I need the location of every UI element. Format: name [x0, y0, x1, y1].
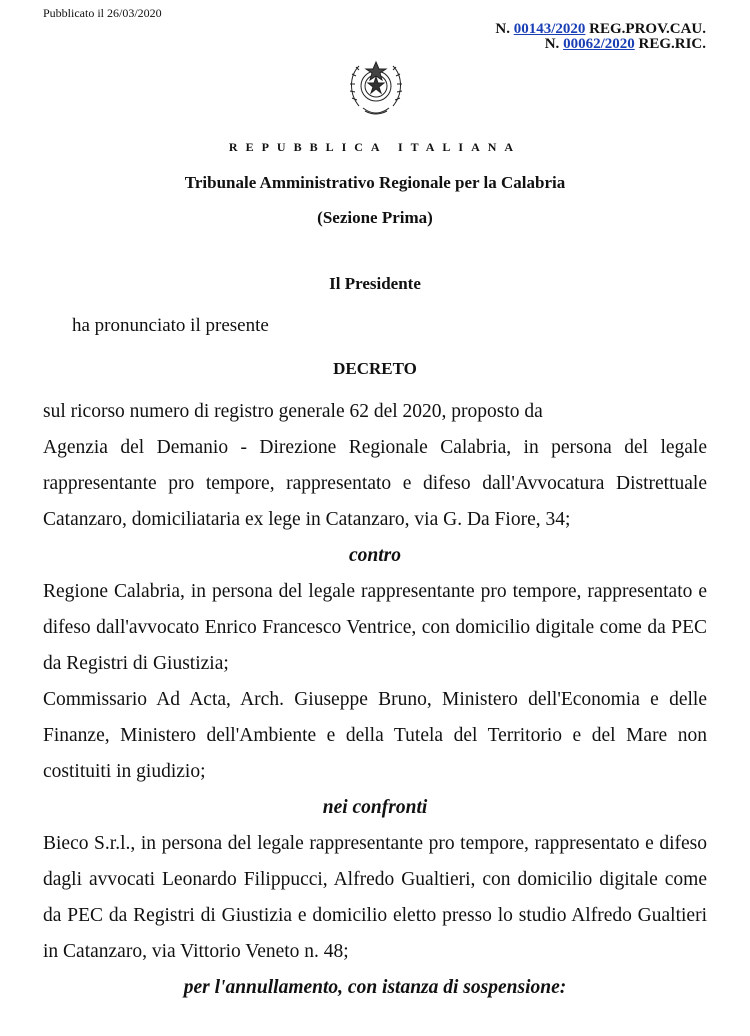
register-suffix-cau: REG.PROV.CAU. — [585, 21, 706, 37]
register-suffix-ric: REG.RIC. — [634, 36, 706, 52]
register-prefix: N. — [544, 36, 564, 52]
counterparty-heading: nei confronti — [322, 797, 428, 818]
republic-heading: REPUBBLICA ITALIANA — [228, 140, 522, 154]
section-name: (Sezione Prima) — [317, 208, 433, 227]
decree-heading: DECRETO — [333, 359, 417, 378]
publication-date: Pubblicato il 26/03/2020 — [43, 6, 162, 20]
register-link-ric[interactable]: 00062/2020 — [563, 36, 635, 52]
pronounced-line: ha pronunciato il presente — [72, 315, 269, 336]
register-line-cau — [495, 22, 706, 37]
court-name: Tribunale Amministrativo Regionale per la Calabria — [184, 173, 566, 192]
against-heading: contro — [348, 545, 401, 566]
respondent-paragraph: Commissario Ad Acta, Arch. Giuseppe Bruno, Ministero dell'Economia e delle Finanze, Ministero dell'Ambiente e della Tutela del Territorio e del Mare non costituiti in giudizio; — [43, 689, 707, 782]
respondent-paragraph: Regione Calabria, in persona del legale rappresentante pro tempore, rappresentato e difeso dall'avvocato Enrico Francesco Ventrice, con domicilio digitale come da PEC da Registri di Giustizia; — [43, 581, 707, 674]
annulment-heading: per l'annullamento, con istanza di sospensione: — [183, 977, 567, 998]
register-numbers — [495, 22, 706, 52]
intro-paragraph: sul ricorso numero di registro generale 62 del 2020, proposto da — [43, 401, 543, 422]
document-body — [43, 394, 707, 1006]
appellant-paragraph: Agenzia del Demanio - Direzione Regionale Calabria, in persona del legale rappresentante pro tempore, rappresentato e difeso dall'Avvocatura Distrettuale Catanzaro, domiciliataria ex lege in Catanzaro, via G. Da Fiore, 34; — [43, 437, 707, 530]
president-heading: Il Presidente — [329, 274, 421, 293]
italian-republic-emblem-icon — [345, 54, 407, 120]
counterparty-paragraph: Bieco S.r.l., in persona del legale rappresentante pro tempore, rappresentato e difeso dagli avvocati Leonardo Filippucci, Alfredo Gualtieri, con domicilio digitale come da PEC da Registri di Giustizia e domicilio eletto presso lo studio Alfredo Gualtieri in Catanzaro, via Vittorio Veneto n. 48; — [43, 833, 707, 962]
register-line-ric — [495, 37, 706, 52]
register-link-cau[interactable]: 00143/2020 — [513, 21, 586, 37]
register-prefix: N. — [495, 21, 514, 37]
